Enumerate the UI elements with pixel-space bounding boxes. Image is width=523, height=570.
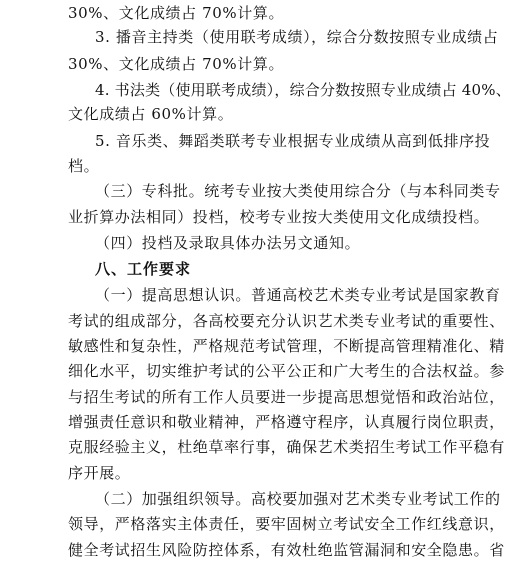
text-line: （二）加强组织领导。高校要加强对艺术类专业考试工作的	[95, 490, 501, 508]
text-line: （三）专科批。统考专业按大类使用综合分（与本科同类专	[95, 182, 501, 200]
text-line: 文化成绩占 60%计算。	[68, 105, 234, 123]
section-heading: 八、工作要求	[95, 260, 192, 278]
text-line: （四）投档及录取具体办法另文通知。	[95, 234, 361, 252]
text-line: 细化水平，切实维护考试的公平公正和广大考生的合法权益。参	[68, 362, 505, 380]
text-line: 3. 播音主持类（使用联考成绩），综合分数按照专业成绩占	[95, 28, 499, 46]
text-line: 领导，严格落实主体责任，要牢固树立考试安全工作红线意识，	[68, 515, 505, 533]
text-line: 与招生考试的所有工作人员要进一步提高思想觉悟和政治站位，	[68, 388, 505, 406]
text-line: 克服经验主义，杜绝草率行事，确保艺术类招生考试工作平稳有	[68, 438, 505, 456]
text-line: 增强责任意识和敬业精神，严格遵守程序，认真履行岗位职责，	[68, 413, 505, 431]
text-line: 敏感性和复杂性，严格规范考试管理，不断提高管理精准化、精	[68, 337, 505, 355]
text-line: 30%、文化成绩占 70%计算。	[68, 55, 285, 73]
text-line: 4. 书法类（使用联考成绩），综合分数按照专业成绩占 40%、	[95, 81, 511, 99]
text-line: 档。	[68, 157, 100, 175]
text-line: 5. 音乐类、舞蹈类联考专业根据专业成绩从高到低排序投	[95, 132, 491, 150]
text-line: 序开展。	[68, 464, 131, 482]
text-line: 业折算办法相同）投档，校考专业按大类使用文化成绩投档。	[68, 208, 490, 226]
text-line: （一）提高思想认识。普通高校艺术类专业考试是国家教育	[95, 286, 501, 304]
text-line: 考试的组成部分，各高校要充分认识艺术类专业考试的重要性、	[68, 312, 505, 330]
text-line: 30%、文化成绩占 70%计算。	[68, 4, 285, 22]
text-line: 健全考试招生风险防控体系，有效杜绝监管漏洞和安全隐患。省	[68, 541, 505, 559]
